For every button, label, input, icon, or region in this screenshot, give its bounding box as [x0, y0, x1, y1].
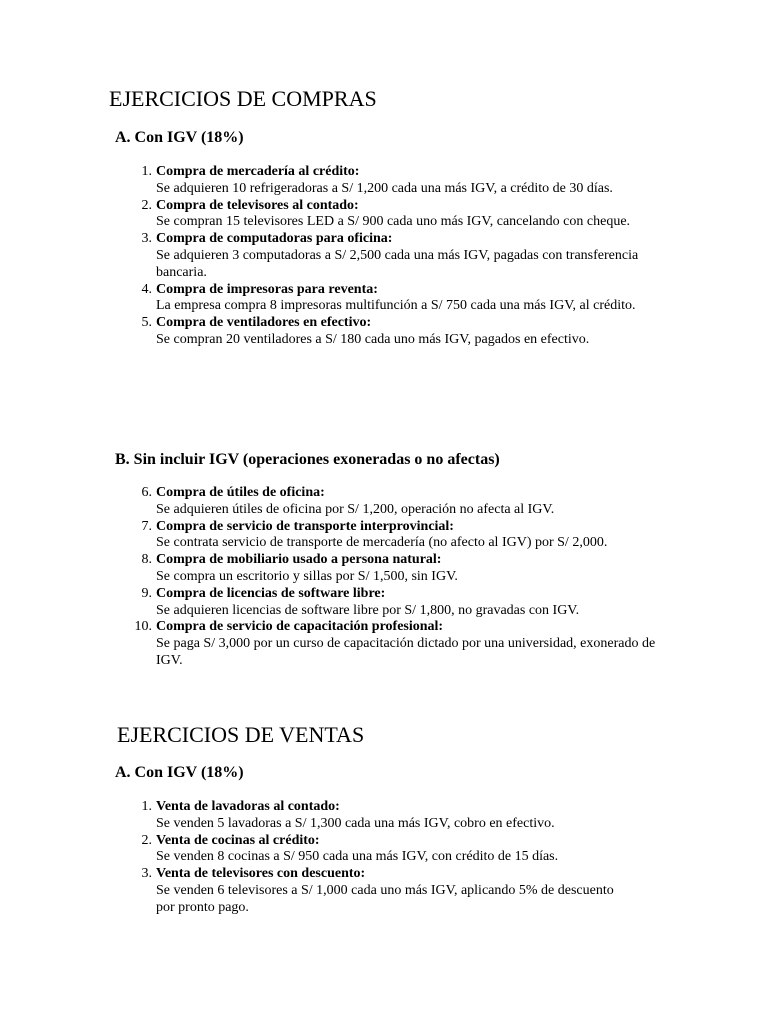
list-item	[141, 197, 656, 232]
item-number: 9.	[141, 585, 152, 601]
list-item	[141, 231, 656, 281]
item-number: 7.	[141, 518, 152, 534]
item-title: Compra de servicio de transporte interprovincial:	[156, 518, 454, 534]
list-item	[141, 281, 656, 316]
item-title: Compra de televisores al contado:	[156, 197, 359, 213]
list-item	[141, 832, 626, 867]
list-item	[141, 866, 626, 916]
item-number: 10.	[134, 619, 152, 635]
item-title: Venta de cocinas al crédito:	[156, 832, 320, 848]
item-title: Compra de licencias de software libre:	[156, 585, 386, 601]
item-title: Compra de mercadería al crédito:	[156, 164, 360, 179]
item-title: Compra de computadoras para oficina:	[156, 231, 393, 247]
item-number: 2.	[141, 197, 152, 213]
list-item	[141, 315, 656, 349]
item-description: Se compran 20 ventiladores a S/ 180 cada uno más IGV, pagados en efectivo.	[156, 331, 590, 347]
ventas-section-a-list	[141, 799, 626, 917]
item-description: Se venden 8 cocinas a S/ 950 cada una más IGV, con crédito de 15 días.	[156, 849, 559, 865]
item-description: Se adquieren útiles de oficina por S/ 1,200, operación no afecta al IGV.	[156, 501, 555, 517]
compras-section-b-heading: B. Sin incluir IGV (operaciones exoneradas o no afectas)	[115, 451, 500, 468]
list-item	[141, 518, 676, 553]
item-description: Se adquieren 10 refrigeradoras a S/ 1,200 cada una más IGV, a crédito de 30 días.	[156, 180, 613, 196]
item-number: 1.	[141, 164, 152, 179]
item-description: La empresa compra 8 impresoras multifunción a S/ 750 cada una más IGV, al crédito.	[156, 298, 636, 314]
item-number: 3.	[141, 231, 152, 247]
list-item	[141, 164, 656, 198]
item-number: 8.	[141, 552, 152, 568]
list-item	[141, 485, 676, 519]
item-title: Compra de impresoras para reventa:	[156, 281, 378, 297]
item-number: 3.	[141, 866, 152, 882]
item-description: Se contrata servicio de transporte de mercadería (no afecto al IGV) por S/ 2,000.	[156, 535, 608, 551]
compras-section-a-list	[141, 164, 656, 349]
item-description: Se adquieren licencias de software libre por S/ 1,800, no gravadas con IGV.	[156, 602, 580, 618]
compras-heading: EJERCICIOS DE COMPRAS	[109, 86, 377, 111]
item-description: Se venden 5 lavadoras a S/ 1,300 cada una más IGV, cobro en efectivo.	[156, 815, 555, 831]
item-title: Compra de mobiliario usado a persona natural:	[156, 552, 442, 568]
ventas-heading: EJERCICIOS DE VENTAS	[117, 722, 365, 747]
item-description: Se venden 6 televisores a S/ 1,000 cada uno más IGV, aplicando 5% de descuento por pronto pago.	[156, 882, 614, 915]
list-item	[141, 552, 676, 586]
item-description: Se adquieren 3 computadoras a S/ 2,500 cada una más IGV, pagadas con transferencia bancaria.	[156, 247, 639, 280]
item-title: Venta de televisores con descuento:	[156, 866, 366, 882]
compras-section-b-list	[134, 485, 676, 670]
list-item	[134, 619, 676, 669]
item-number: 5.	[141, 315, 152, 331]
list-item	[141, 585, 676, 620]
list-item	[141, 799, 626, 833]
item-number: 1.	[141, 799, 152, 814]
item-number: 6.	[141, 485, 152, 500]
compras-section-a-heading: A. Con IGV (18%)	[115, 129, 244, 146]
item-description: Se compra un escritorio y sillas por S/ 1,500, sin IGV.	[156, 568, 458, 584]
item-description: Se compran 15 televisores LED a S/ 900 cada uno más IGV, cancelando con cheque.	[156, 214, 631, 230]
item-title: Venta de lavadoras al contado:	[156, 799, 340, 814]
item-title: Compra de útiles de oficina:	[156, 485, 325, 500]
item-number: 2.	[141, 832, 152, 848]
ventas-section-a-heading: A. Con IGV (18%)	[115, 764, 244, 781]
item-number: 4.	[141, 281, 152, 297]
item-description: Se paga S/ 3,000 por un curso de capacitación dictado por una universidad, exonerado de IGV.	[156, 636, 656, 668]
item-title: Compra de servicio de capacitación profesional:	[156, 619, 444, 635]
item-title: Compra de ventiladores en efectivo:	[156, 315, 372, 331]
